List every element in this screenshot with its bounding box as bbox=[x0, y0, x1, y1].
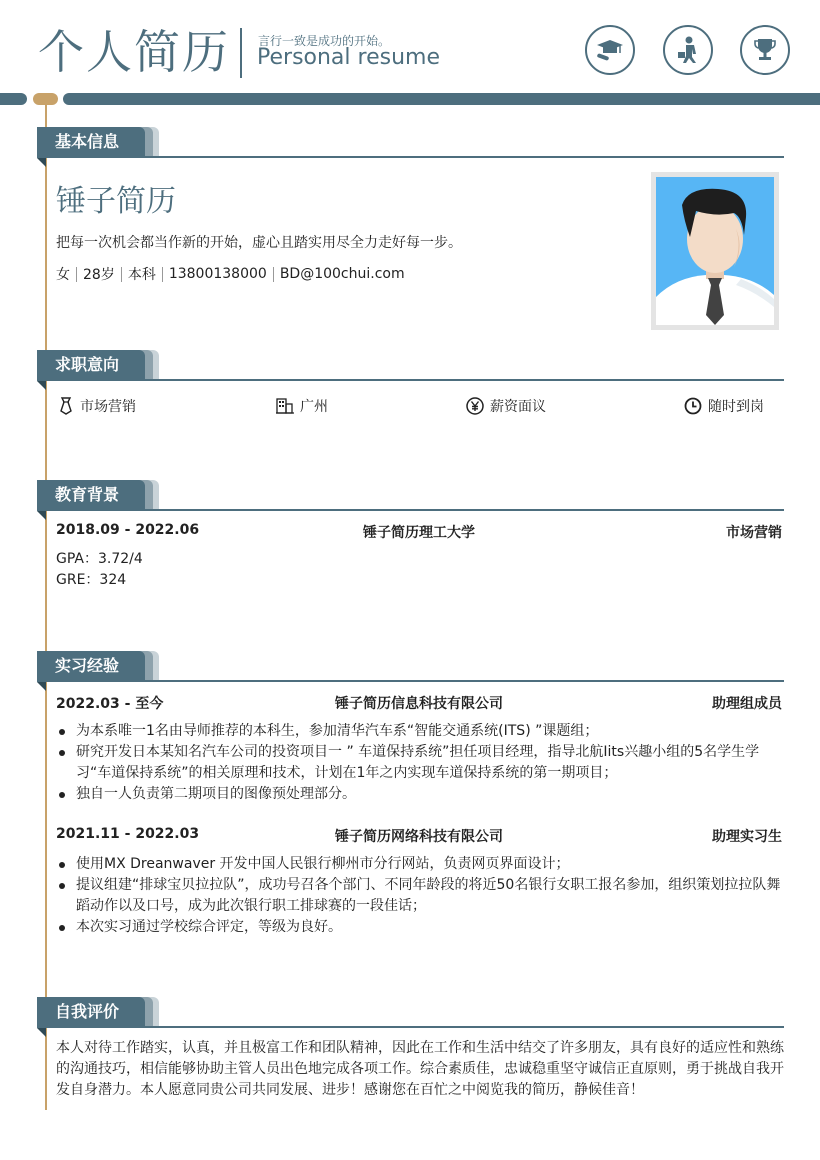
yen-icon bbox=[466, 397, 484, 415]
job-row-2 bbox=[56, 826, 782, 846]
age: 28岁 bbox=[83, 267, 115, 283]
section-header-self-eval bbox=[37, 997, 784, 1031]
self-evaluation-text: 本人对待工作踏实，认真，并且极富工作和团队精神，因此在工作和生活中结交了许多朋友，具有良好的适应性和熟练的沟通技巧，相信能够协助主管人员出色地完成各项工作。综合素质佳，忠诚稳重坚守诚信正直原则，勇于挑战自我开发自身潜力。本人愿意同贵公司共同发展、进步！感谢您在百忙之中阅览我的简历，静候佳音！ bbox=[56, 1040, 784, 1098]
timeline-line bbox=[45, 105, 47, 1110]
timeline-knob bbox=[33, 93, 58, 105]
section-title: 求职意向 bbox=[37, 350, 145, 379]
gpa: GPA：3.72/4 bbox=[56, 551, 143, 567]
job-row-1 bbox=[56, 693, 782, 713]
section-title: 基本信息 bbox=[37, 127, 145, 156]
clock-icon bbox=[684, 397, 702, 415]
building-icon bbox=[276, 398, 294, 414]
graduation-cap-icon bbox=[585, 25, 635, 75]
businessman-icon bbox=[663, 25, 713, 75]
section-title: 教育背景 bbox=[37, 480, 145, 509]
title-divider bbox=[240, 28, 242, 78]
page-title: 个人简历 bbox=[38, 25, 230, 79]
section-header-education bbox=[37, 480, 784, 514]
job-period: 2022.03 - 至今 bbox=[56, 696, 164, 712]
avatar bbox=[651, 172, 779, 330]
gender: 女 bbox=[56, 267, 70, 283]
job-role: 助理实习生 bbox=[712, 829, 782, 845]
gre: GRE：324 bbox=[56, 572, 127, 588]
tie-icon bbox=[58, 397, 74, 415]
intent-salary: 薪资面议 bbox=[466, 396, 546, 416]
intent-availability: 随时到岗 bbox=[684, 396, 764, 416]
degree: 本科 bbox=[127, 267, 156, 283]
motto: 言行一致是成功的开始。 bbox=[258, 34, 391, 48]
company-name: 锤子简历网络科技有限公司 bbox=[335, 829, 503, 845]
job-role: 助理组成员 bbox=[712, 696, 782, 712]
personal-facts bbox=[56, 264, 405, 284]
header-bar bbox=[63, 93, 820, 105]
list-item: 提议组建“排球宝贝拉拉队”，成功号召各个部门、不同年龄段的将近50名银行女职工报名参加，组织策划拉拉队舞蹈动作以及口号，成为此次银行职工排球赛的一段佳话； bbox=[56, 875, 784, 917]
list-item: 为本系唯一1名由导师推荐的本科生，参加清华汽车系“智能交通系统(ITS) ”课题组； bbox=[56, 721, 784, 742]
major: 市场营销 bbox=[726, 525, 782, 541]
company-name: 锤子简历信息科技有限公司 bbox=[335, 696, 503, 712]
list-item: 本次实习通过学校综合评定，等级为良好。 bbox=[56, 917, 784, 938]
job-2-bullets bbox=[56, 854, 784, 938]
trophy-icon bbox=[740, 25, 790, 75]
slogan: 把每一次机会都当作新的开始，虚心且踏实用尽全力走好每一步。 bbox=[56, 235, 462, 251]
intent-position: 市场营销 bbox=[58, 396, 136, 416]
candidate-name: 锤子简历 bbox=[56, 184, 176, 219]
list-item: 研究开发日本某知名汽车公司的投资项目一 ” 车道保持系统”担任项目经理，指导北航Iits兴趣小组的5名学生学习“车道保持系统”的相关原理和技术，计划在1年之内实现车道保持系统的第一期项目； bbox=[56, 742, 784, 784]
list-item: 使用MX Dreanwaver 开发中国人民银行柳州市分行网站，负责网页界面设计； bbox=[56, 854, 784, 875]
education-period: 2018.09 - 2022.06 bbox=[56, 522, 200, 538]
list-item: 独自一人负责第二期项目的图像预处理部分。 bbox=[56, 784, 784, 805]
section-header-intent bbox=[37, 350, 784, 384]
job-1-bullets bbox=[56, 721, 784, 805]
job-period: 2021.11 - 2022.03 bbox=[56, 826, 200, 842]
section-header-basic bbox=[37, 127, 784, 161]
section-title: 实习经验 bbox=[37, 651, 145, 680]
intent-city: 广州 bbox=[276, 396, 328, 416]
subtitle-en: Personal resume bbox=[257, 45, 440, 70]
school-name: 锤子简历理工大学 bbox=[363, 525, 475, 541]
section-header-internship bbox=[37, 651, 784, 685]
education-row bbox=[56, 522, 782, 542]
phone: 13800138000 bbox=[168, 266, 267, 282]
section-title: 自我评价 bbox=[37, 997, 145, 1026]
header-bar-left bbox=[0, 93, 27, 105]
email: BD@100chui.com bbox=[279, 266, 405, 282]
